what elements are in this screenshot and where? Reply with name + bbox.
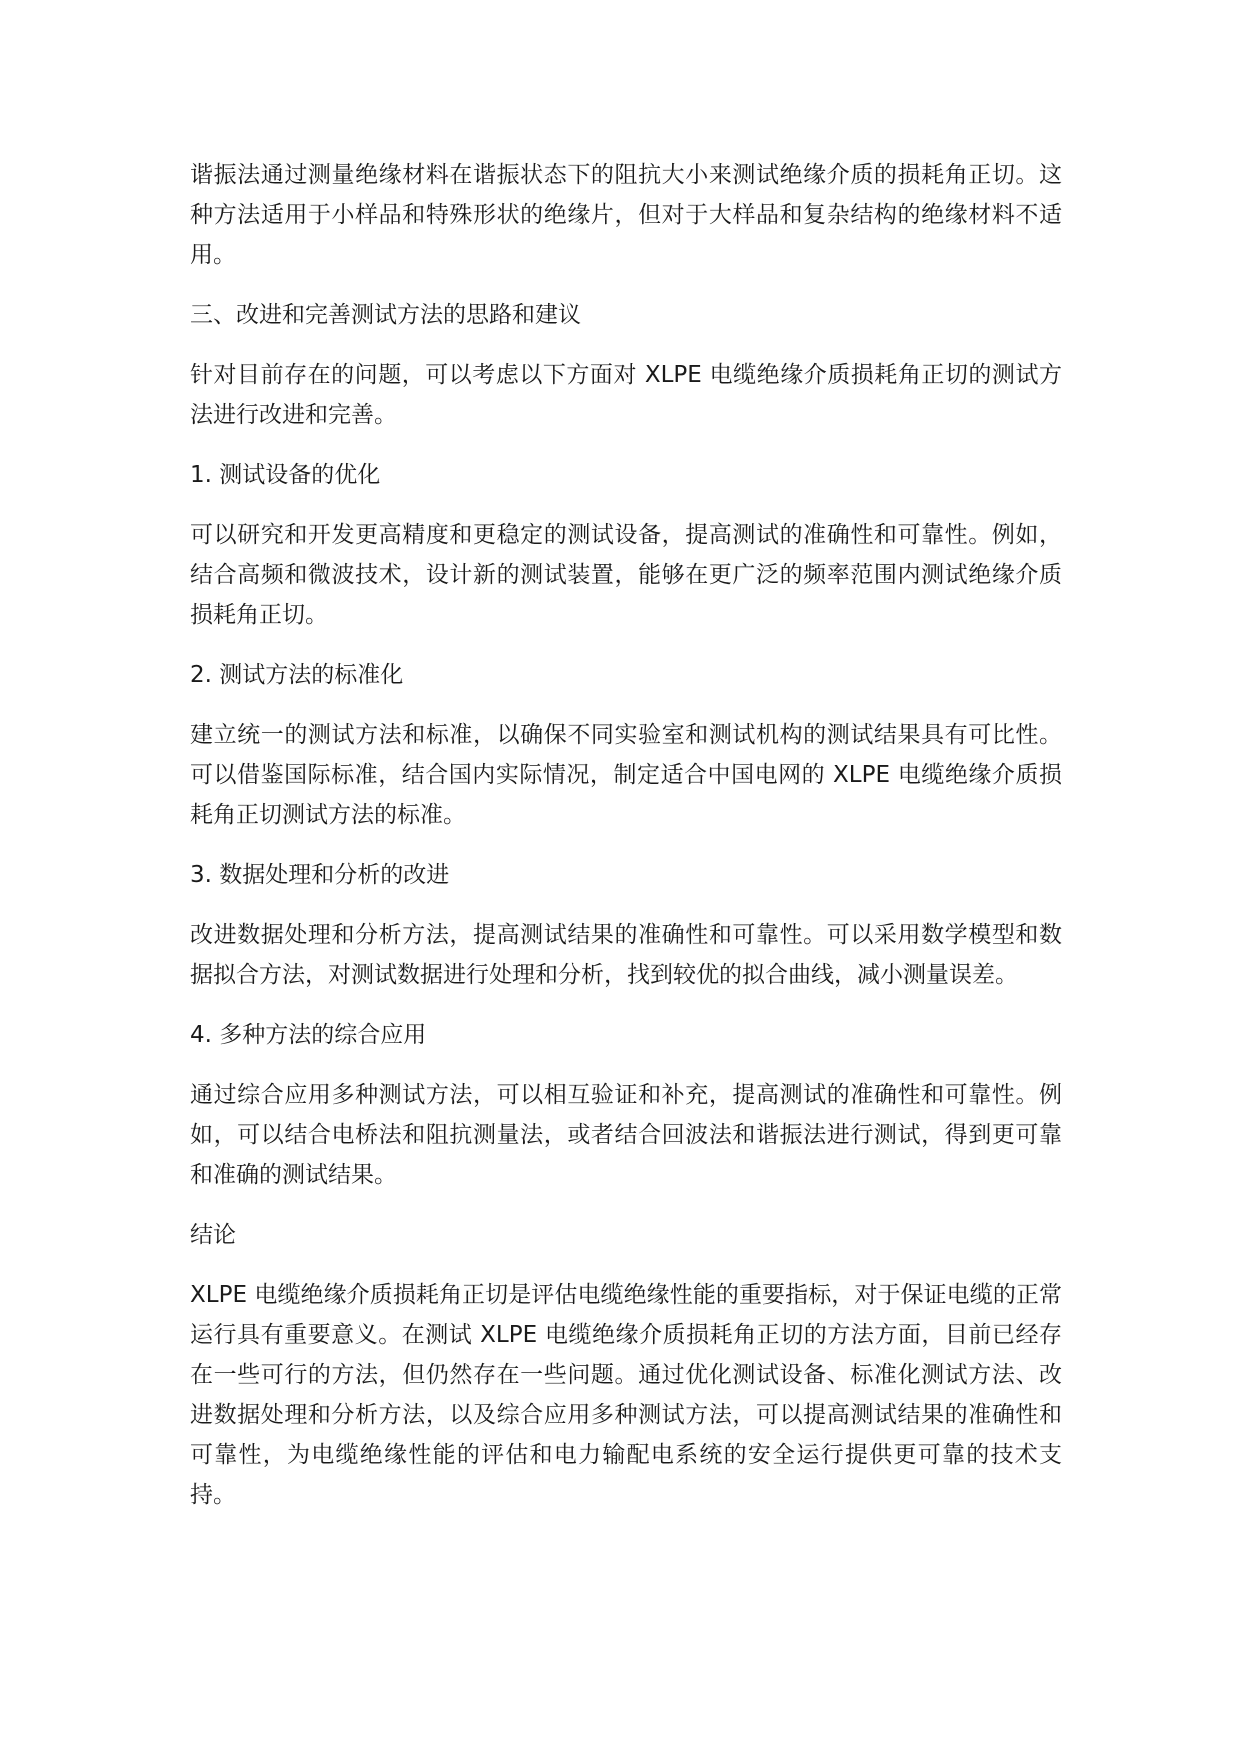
subheading-combined-methods: 4. 多种方法的综合应用 [190,1022,427,1048]
paragraph-data-processing: 改进数据处理和分析方法，提高测试结果的准确性和可靠性。可以采用数学模型和数据拟合方法，对测试数据进行处理和分析，找到较优的拟合曲线，减小测量误差。 [190,922,1062,988]
paragraph-standardization: 建立统一的测试方法和标准，以确保不同实验室和测试机构的测试结果具有可比性。可以借鉴国际标准，结合国内实际情况，制定适合中国电网的 XLPE 电缆绝缘介质损耗角正切测试方法的标准。 [190,722,1062,828]
paragraph-combined-methods: 通过综合应用多种测试方法，可以相互验证和补充，提高测试的准确性和可靠性。例如，可以结合电桥法和阻抗测量法，或者结合回波法和谐振法进行测试，得到更可靠和准确的测试结果。 [190,1082,1062,1188]
subheading-equipment-optimization: 1. 测试设备的优化 [190,462,381,488]
paragraph-equipment-optimization: 可以研究和开发更高精度和更稳定的测试设备，提高测试的准确性和可靠性。例如，结合高频和微波技术，设计新的测试装置，能够在更广泛的频率范围内测试绝缘介质损耗角正切。 [190,522,1062,628]
document-body [190,155,1062,1535]
paragraph-intro-improvements: 针对目前存在的问题，可以考虑以下方面对 XLPE 电缆绝缘介质损耗角正切的测试方法进行改进和完善。 [190,362,1062,428]
section-heading-conclusion: 结论 [190,1222,236,1248]
section-heading-improvements: 三、改进和完善测试方法的思路和建议 [190,302,581,328]
subheading-data-processing: 3. 数据处理和分析的改进 [190,862,450,888]
subheading-standardization: 2. 测试方法的标准化 [190,662,404,688]
paragraph-resonance-method: 谐振法通过测量绝缘材料在谐振状态下的阻抗大小来测试绝缘介质的损耗角正切。这种方法适用于小样品和特殊形状的绝缘片，但对于大样品和复杂结构的绝缘材料不适用。 [190,162,1062,268]
paragraph-conclusion: XLPE 电缆绝缘介质损耗角正切是评估电缆绝缘性能的重要指标，对于保证电缆的正常运行具有重要意义。在测试 XLPE 电缆绝缘介质损耗角正切的方法方面，目前已经存在一些可行的方法，但仍然存在一些问题。通过优化测试设备、标准化测试方法、改进数据处理和分析方法，以及综合应用多种测试方法，可以提高测试结果的准确性和可靠性，为电缆绝缘性能的评估和电力输配电系统的安全运行提供更可靠的技术支持。 [190,1282,1062,1508]
